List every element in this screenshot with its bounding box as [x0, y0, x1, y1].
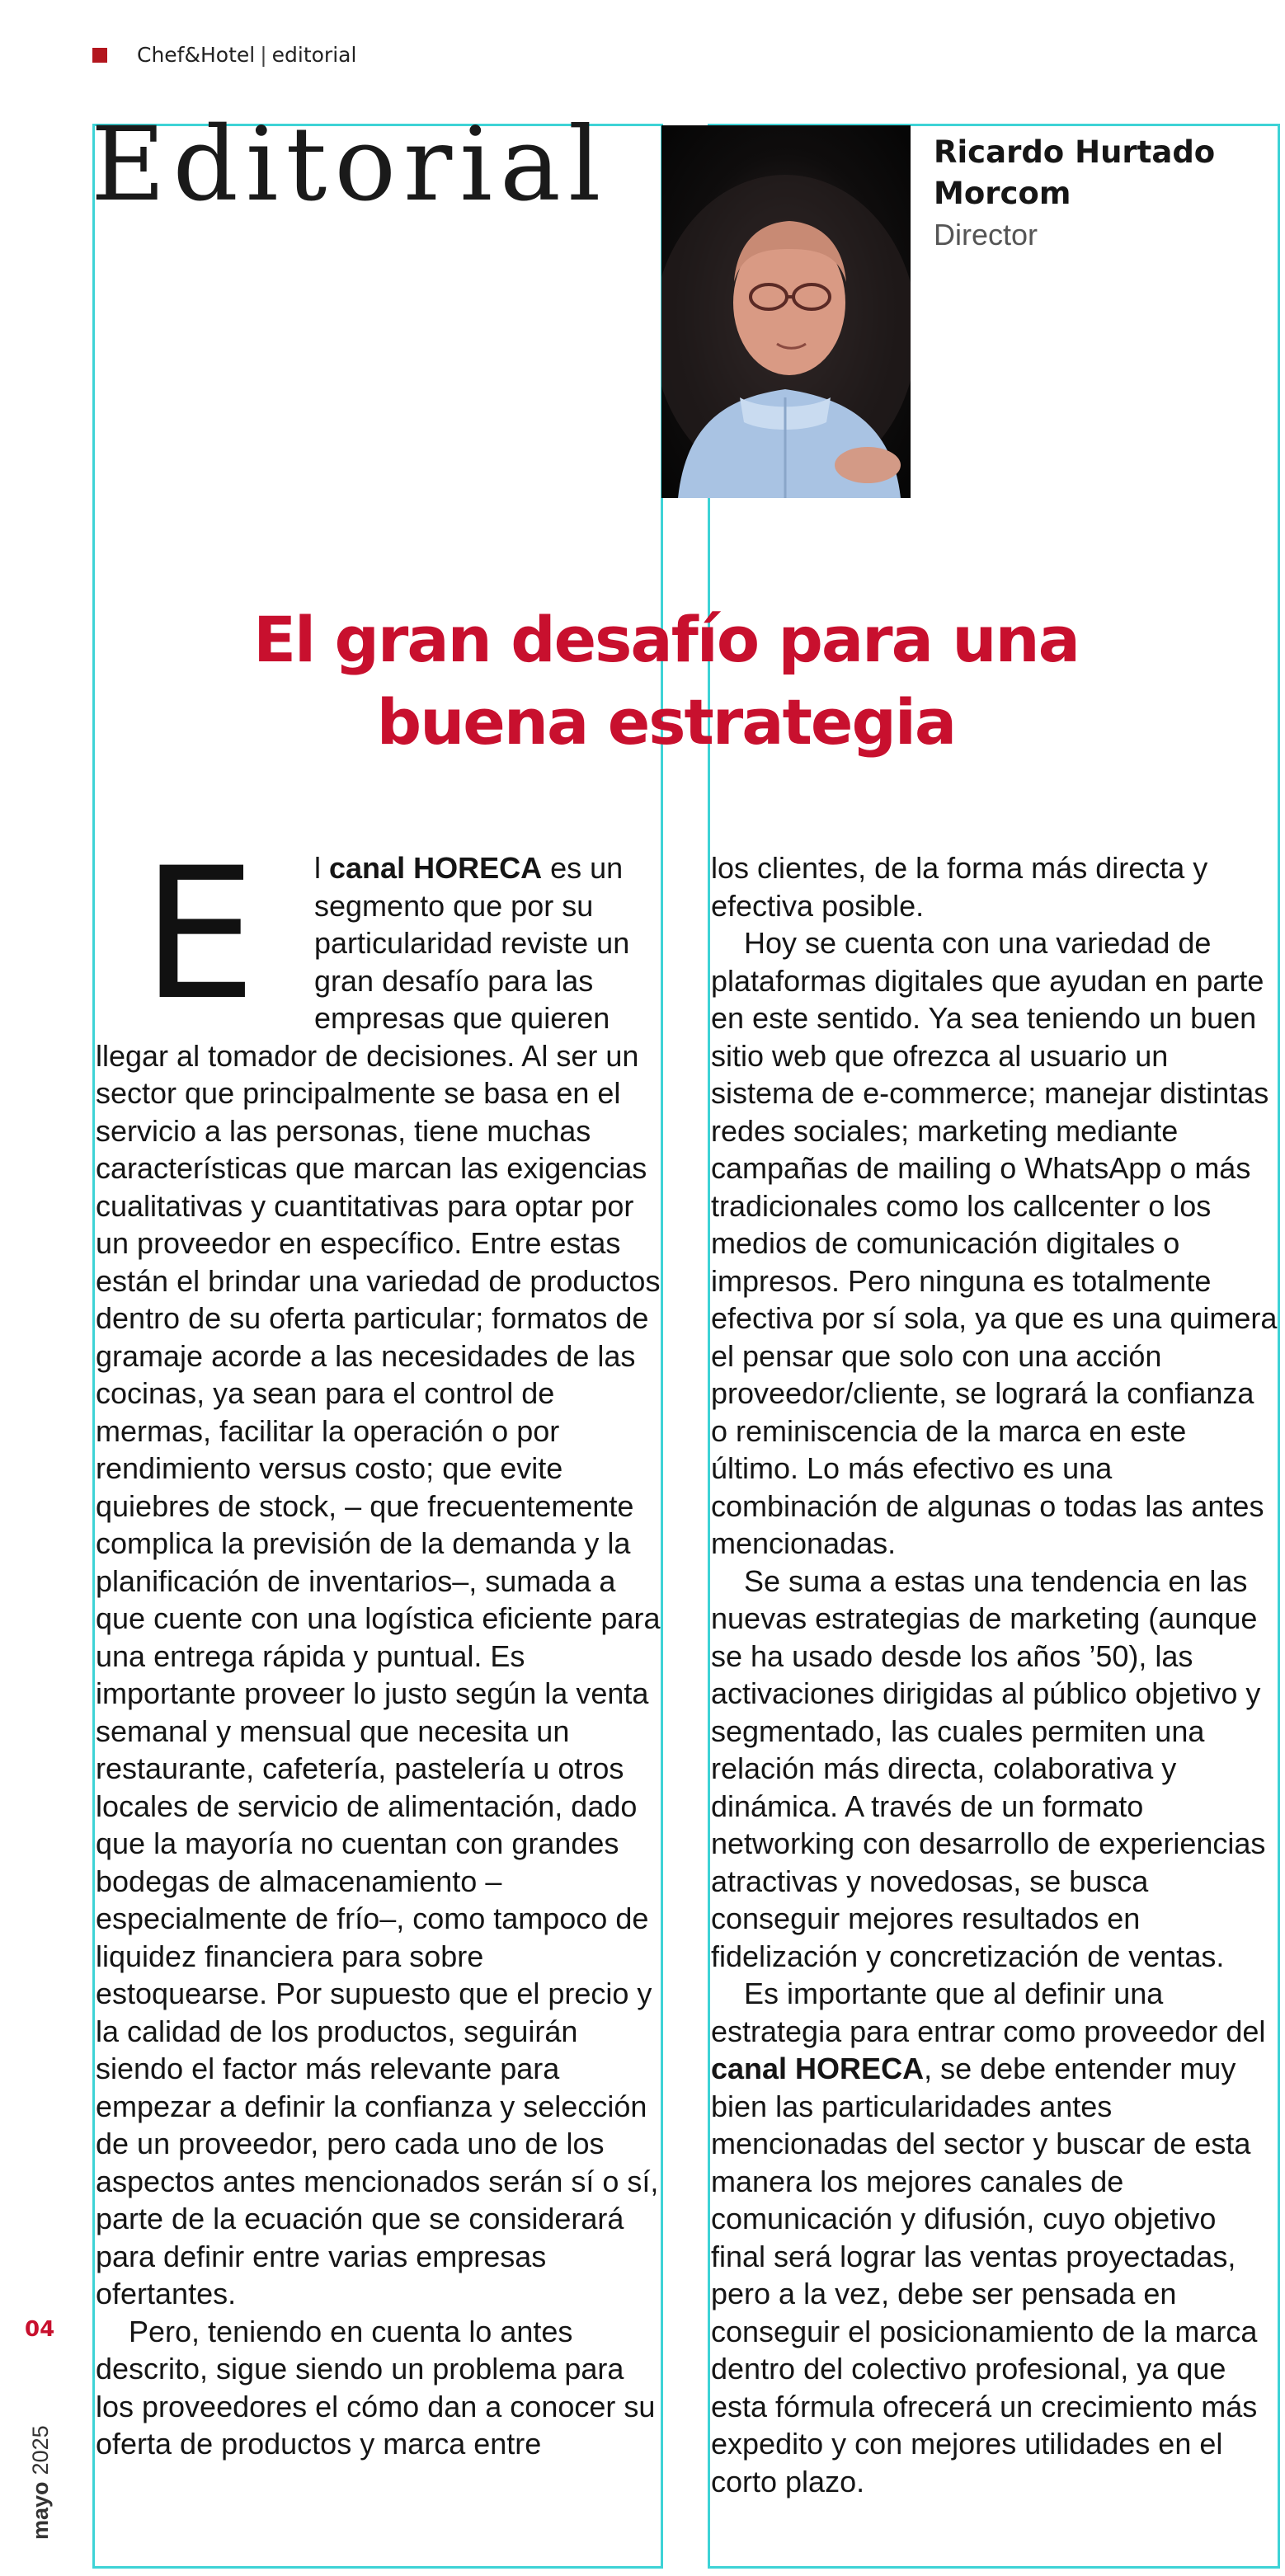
author-name	[934, 132, 1215, 214]
section-title: Editorial	[91, 106, 609, 224]
article-paragraph: Pero, teniendo en cuenta lo antes descrito, sigue siendo un problema para los proveedores el cómo dan a conocer su oferta de productos y marca entre	[96, 2314, 656, 2461]
author-photo	[661, 125, 911, 498]
article-column-right	[711, 849, 1278, 2500]
running-header	[92, 43, 356, 67]
header-separator: |	[260, 43, 267, 67]
author-portrait-illustration	[661, 125, 911, 498]
issue-year: 2025	[28, 2425, 53, 2475]
article-paragraph: los clientes, de la forma más directa y efectiva posible.	[711, 851, 1208, 923]
author-block	[934, 132, 1215, 252]
article-headline	[165, 599, 1167, 764]
article-paragraph	[96, 829, 663, 2313]
paragraph-text: , se debe entender muy bien las particularidades antes mencionadas del sector y buscar de esta manera los mejores canales de comunicación y difusión, cuyo objetivo final será lograr las ventas proyectadas, pero a la vez, debe ser pensada en conseguir el posicionamiento de la marca dentro del colectivo profesional, ya que esta fórmula ofrecerá un crecimiento más expedito y con mejores utilidades en el corto plazo.	[711, 2052, 1258, 2498]
header-section: editorial	[271, 43, 357, 67]
page-number: 04	[25, 2317, 55, 2342]
drop-cap: E	[142, 829, 257, 1040]
header-square-icon	[92, 48, 107, 63]
paragraph-text: Es importante que al definir una estrategia para entrar como proveedor del	[711, 1977, 1266, 2048]
article-paragraph: Se suma a estas una tendencia en las nuevas estrategias de marketing (aunque se ha usado desde los años ’50), las activaciones dirigidas al público objetivo y segmentado, las cuales permiten una relación más directa, colaborativa y dinámica. A través de un formato networking con desarrollo de experiencias atractivas y novedosas, se busca conseguir mejores resultados en fidelización y concretización de ventas.	[711, 1563, 1266, 1973]
bold-term: canal HORECA	[329, 851, 543, 885]
bold-term: canal HORECA	[711, 2052, 925, 2085]
author-name-line2: Morcom	[934, 176, 1071, 211]
paragraph-text: es un segmento que por su particularidad reviste un gran desafío para las empresas que quieren llegar al tomador de decisiones. Al ser un sector que principalmente se basa en el servicio a las personas, tiene muchas características que marcan las exigencias cualitativas y cuantitativas para optar por un proveedor en específico. Entre estas están el brindar una variedad de productos dentro de su oferta particular; formatos de gramaje acorde a las necesidades de las cocinas, ya sean para el control de mermas, facilitar la operación o por rendimiento versus costo; que evite quiebres de stock, – que frecuentemente complica la previsión de la demanda y la planificación de inventarios–, sumada a que cuente con una logística eficiente para una entrega rápida y puntual. Es importante proveer lo justo según la venta semanal y mensual que necesita un restaurante, cafetería, pastelería u otros locales de servicio de alimentación, dado que la mayoría no cuentan con grandes bodegas de almacenamiento –especialmente de frío–, como tampoco de liquidez financiera para sobre estoquearse. Por supuesto que el precio y la calidad de los productos, seguirán siendo el factor más relevante para empezar a definir la confianza y selección de un proveedor, pero cada uno de los aspectos antes mencionados serán sí o sí, parte de la ecuación que se considerará para definir entre varias empresas ofertantes.	[96, 851, 661, 2310]
header-brand: Chef&Hotel	[137, 43, 256, 67]
article-paragraph: Hoy se cuenta con una variedad de plataformas digitales que ayudan en parte en este sentido. Ya sea teniendo un buen sitio web que ofrezca al usuario un sistema de e-commerce; manejar distintas redes sociales; marketing mediante campañas de mailing o WhatsApp o más tradicionales como los callcenter o los medios de comunicación digitales o impresos. Pero ninguna es totalmente efectiva por sí sola, ya que es una quimera el pensar que solo con una acción proveedor/cliente, se logrará la confianza o reminiscencia de la marca en este último. Lo más efectivo es una combinación de algunas o todas las antes mencionadas.	[711, 926, 1278, 1560]
headline-line1: El gran desafío para una	[253, 603, 1079, 676]
author-name-line1: Ricardo Hurtado	[934, 134, 1216, 170]
paragraph-text: l	[314, 851, 330, 885]
headline-line2: buena estrategia	[376, 685, 956, 759]
issue-month: mayo	[28, 2481, 53, 2540]
article-column-left	[96, 829, 663, 2463]
author-role: Director	[934, 218, 1038, 251]
issue-date	[28, 2425, 54, 2540]
article-paragraph	[711, 1975, 1278, 2500]
